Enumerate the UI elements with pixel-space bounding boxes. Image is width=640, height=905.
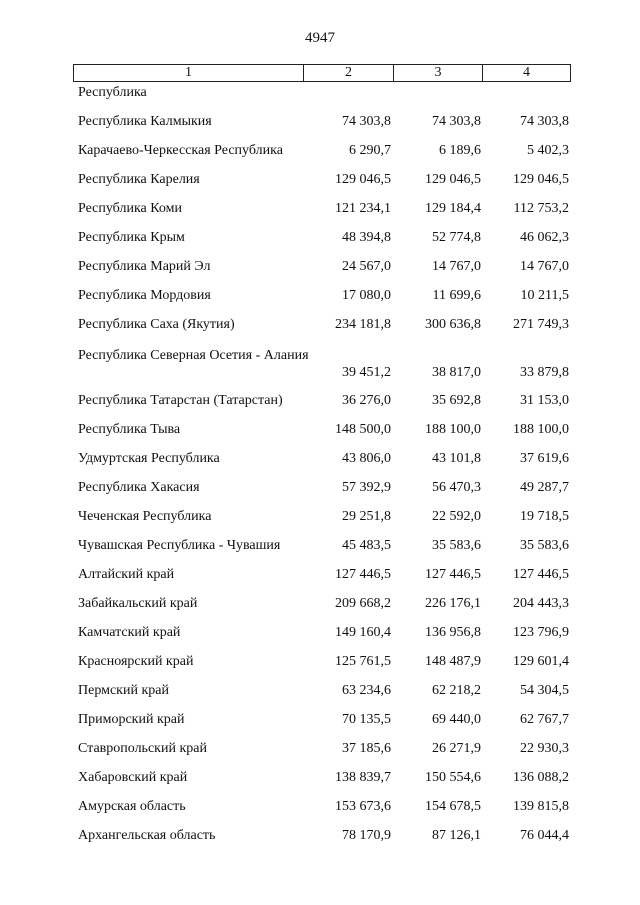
value-col-3: 52 774,8 <box>432 230 481 245</box>
region-name: Республика Мордовия <box>78 288 211 303</box>
value-col-2: 153 673,6 <box>335 799 391 814</box>
value-col-2: 74 303,8 <box>342 114 391 129</box>
value-col-3: 226 176,1 <box>425 596 481 611</box>
region-name: Карачаево-Черкесская Республика <box>78 143 283 158</box>
column-header-4: 4 <box>523 65 530 80</box>
region-name: Республика Марий Эл <box>78 259 211 274</box>
value-col-4: 129 046,5 <box>513 172 569 187</box>
value-col-2: 148 500,0 <box>335 422 391 437</box>
region-name: Чувашская Республика - Чувашия <box>78 538 281 553</box>
value-col-4: 74 303,8 <box>520 114 569 129</box>
region-name: Камчатский край <box>78 625 181 640</box>
region-name: Республика Северная Осетия - Алания <box>78 348 309 363</box>
value-col-3: 87 126,1 <box>432 828 481 843</box>
value-col-2: 121 234,1 <box>335 201 391 216</box>
value-col-2: 48 394,8 <box>342 230 391 245</box>
value-col-2: 127 446,5 <box>335 567 391 582</box>
region-name: Архангельская область <box>78 828 216 843</box>
value-col-4: 112 753,2 <box>513 201 569 216</box>
value-col-4: 33 879,8 <box>520 365 569 380</box>
region-name: Алтайский край <box>78 567 175 582</box>
value-col-3: 188 100,0 <box>425 422 481 437</box>
region-name: Хабаровский край <box>78 770 188 785</box>
page-number: 4947 <box>305 30 335 46</box>
value-col-3: 56 470,3 <box>432 480 481 495</box>
value-col-3: 38 817,0 <box>432 365 481 380</box>
value-col-4: 62 767,7 <box>520 712 569 727</box>
value-col-2: 129 046,5 <box>335 172 391 187</box>
value-col-2: 17 080,0 <box>342 288 391 303</box>
value-col-4: 22 930,3 <box>520 741 569 756</box>
value-col-2: 209 668,2 <box>335 596 391 611</box>
value-col-4: 10 211,5 <box>520 288 569 303</box>
value-col-4: 49 287,7 <box>520 480 569 495</box>
value-col-2: 78 170,9 <box>342 828 391 843</box>
value-col-4: 31 153,0 <box>520 393 569 408</box>
value-col-2: 6 290,7 <box>349 143 391 158</box>
region-name: Республика Хакасия <box>78 480 200 495</box>
value-col-4: 188 100,0 <box>513 422 569 437</box>
column-header-1: 1 <box>74 65 304 81</box>
value-col-3: 14 767,0 <box>432 259 481 274</box>
value-col-2: 45 483,5 <box>342 538 391 553</box>
value-col-3: 11 699,6 <box>432 288 481 303</box>
value-col-2: 39 451,2 <box>342 365 391 380</box>
value-col-4: 76 044,4 <box>520 828 569 843</box>
value-col-3: 127 446,5 <box>425 567 481 582</box>
value-col-3: 22 592,0 <box>432 509 481 524</box>
value-col-2: 125 761,5 <box>335 654 391 669</box>
region-name: Республика Калмыкия <box>78 114 212 129</box>
value-col-4: 46 062,3 <box>520 230 569 245</box>
value-col-4: 19 718,5 <box>520 509 569 524</box>
region-name: Ставропольский край <box>78 741 207 756</box>
value-col-2: 138 839,7 <box>335 770 391 785</box>
value-col-2: 57 392,9 <box>342 480 391 495</box>
value-col-4: 35 583,6 <box>520 538 569 553</box>
value-col-3: 129 184,4 <box>425 201 481 216</box>
value-col-4: 136 088,2 <box>513 770 569 785</box>
region-name: Забайкальский край <box>78 596 198 611</box>
region-name: Чеченская Республика <box>78 509 212 524</box>
value-col-3: 150 554,6 <box>425 770 481 785</box>
value-col-4: 5 402,3 <box>527 143 569 158</box>
value-col-4: 129 601,4 <box>513 654 569 669</box>
value-col-2: 37 185,6 <box>342 741 391 756</box>
region-name: Республика Коми <box>78 201 182 216</box>
region-name: Республика Крым <box>78 230 185 245</box>
value-col-3: 62 218,2 <box>432 683 481 698</box>
value-col-4: 14 767,0 <box>520 259 569 274</box>
column-header-2: 2 <box>304 65 394 81</box>
value-col-4: 204 443,3 <box>513 596 569 611</box>
region-name: Приморский край <box>78 712 185 727</box>
value-col-2: 70 135,5 <box>342 712 391 727</box>
value-col-3: 43 101,8 <box>432 451 481 466</box>
region-name: Республика Татарстан (Татарстан) <box>78 393 283 408</box>
value-col-4: 127 446,5 <box>513 567 569 582</box>
region-name: Красноярский край <box>78 654 194 669</box>
value-col-2: 43 806,0 <box>342 451 391 466</box>
column-header-3: 3 <box>394 65 483 81</box>
value-col-2: 36 276,0 <box>342 393 391 408</box>
value-col-3: 74 303,8 <box>432 114 481 129</box>
value-col-2: 234 181,8 <box>335 317 391 332</box>
value-col-3: 69 440,0 <box>432 712 481 727</box>
value-col-3: 154 678,5 <box>425 799 481 814</box>
value-col-3: 148 487,9 <box>425 654 481 669</box>
region-name: Республика Тыва <box>78 422 181 437</box>
table-header <box>73 64 571 82</box>
region-name: Пермский край <box>78 683 169 698</box>
value-col-3: 300 636,8 <box>425 317 481 332</box>
value-col-2: 63 234,6 <box>342 683 391 698</box>
value-col-2: 29 251,8 <box>342 509 391 524</box>
value-col-3: 35 583,6 <box>432 538 481 553</box>
value-col-3: 6 189,6 <box>439 143 481 158</box>
section-label: Республика <box>78 85 147 100</box>
region-name: Республика Саха (Якутия) <box>78 317 235 332</box>
region-name: Амурская область <box>78 799 186 814</box>
value-col-4: 54 304,5 <box>520 683 569 698</box>
value-col-3: 136 956,8 <box>425 625 481 640</box>
value-col-3: 129 046,5 <box>425 172 481 187</box>
region-name: Удмуртская Республика <box>78 451 220 466</box>
value-col-4: 37 619,6 <box>520 451 569 466</box>
value-col-3: 26 271,9 <box>432 741 481 756</box>
value-col-4: 139 815,8 <box>513 799 569 814</box>
region-name: Республика Карелия <box>78 172 200 187</box>
value-col-4: 123 796,9 <box>513 625 569 640</box>
value-col-4: 271 749,3 <box>513 317 569 332</box>
value-col-2: 149 160,4 <box>335 625 391 640</box>
value-col-2: 24 567,0 <box>342 259 391 274</box>
value-col-3: 35 692,8 <box>432 393 481 408</box>
